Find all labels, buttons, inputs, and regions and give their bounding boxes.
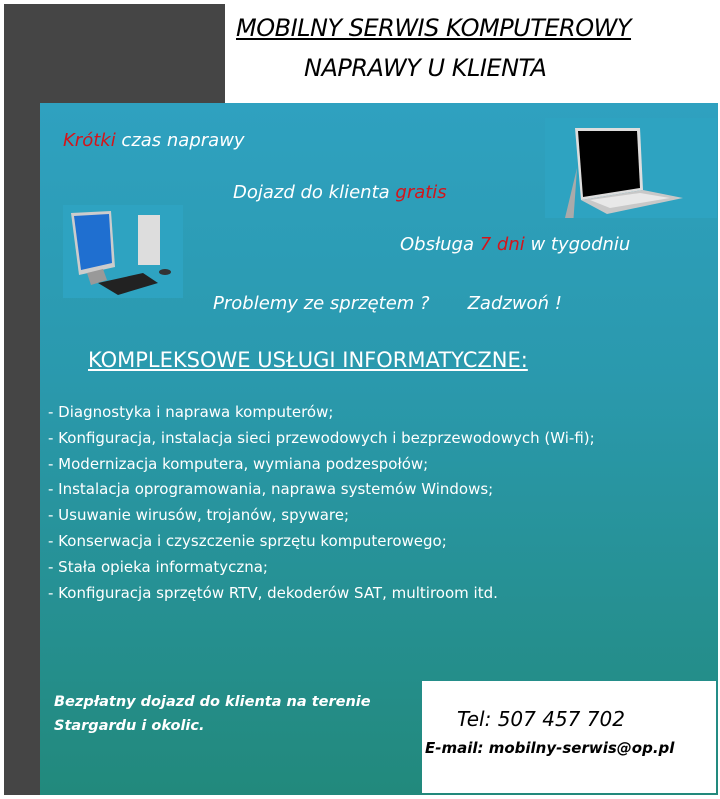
service-item: - Konfiguracja sprzętów RTV, dekoderów SAT, multiroom itd. <box>48 583 498 602</box>
slogan-repair-time <box>63 130 245 151</box>
phone-number: Tel: 507 457 702 <box>457 707 625 731</box>
slogan-text: w tygodniu <box>524 234 631 255</box>
service-item: - Modernizacja komputera, wymiana podzespołów; <box>48 454 429 473</box>
slogan-free-travel <box>233 182 447 203</box>
desktop-computer-icon <box>63 205 183 298</box>
note-line: Bezpłatny dojazd do klienta na terenie <box>54 694 371 710</box>
services-list <box>48 403 595 609</box>
flyer-subtitle: NAPRAWY U KLIENTA <box>304 54 547 82</box>
slogan-call: Zadzwoń ! <box>467 293 562 314</box>
slogan-text: czas naprawy <box>115 130 245 151</box>
service-item: - Konfiguracja, instalacja sieci przewodowych i bezprzewodowych (Wi-fi); <box>48 428 595 447</box>
slogan-text: Problemy ze sprzętem ? <box>213 293 430 314</box>
slogan-highlight: 7 dni <box>479 234 525 255</box>
dark-side-bar <box>4 4 40 795</box>
slogan-text: Dojazd do klienta <box>233 182 396 203</box>
slogan-highlight: gratis <box>395 182 447 203</box>
laptop-icon <box>545 118 717 218</box>
flyer-title: MOBILNY SERWIS KOMPUTEROWY <box>236 14 632 42</box>
slogan-highlight: Krótki <box>63 130 116 151</box>
slogan-7-days <box>400 234 630 255</box>
dark-corner-block <box>4 4 225 104</box>
free-travel-note <box>54 690 371 738</box>
service-item: - Diagnostyka i naprawa komputerów; <box>48 403 334 421</box>
contact-box <box>422 681 716 793</box>
note-line: Stargardu i okolic. <box>54 718 205 734</box>
slogan-text: Obsługa <box>400 234 480 255</box>
email-address: E-mail: mobilny-serwis@op.pl <box>425 739 675 757</box>
services-heading: KOMPLEKSOWE USŁUGI INFORMATYCZNE: <box>88 348 528 372</box>
service-item: - Usuwanie wirusów, trojanów, spyware; <box>48 506 350 525</box>
service-item: - Konserwacja i czyszczenie sprzętu komputerowego; <box>48 531 447 550</box>
slogan-problems <box>213 293 562 314</box>
service-item: - Instalacja oprogramowania, naprawa systemów Windows; <box>48 480 494 499</box>
service-item: - Stała opieka informatyczna; <box>48 557 268 576</box>
